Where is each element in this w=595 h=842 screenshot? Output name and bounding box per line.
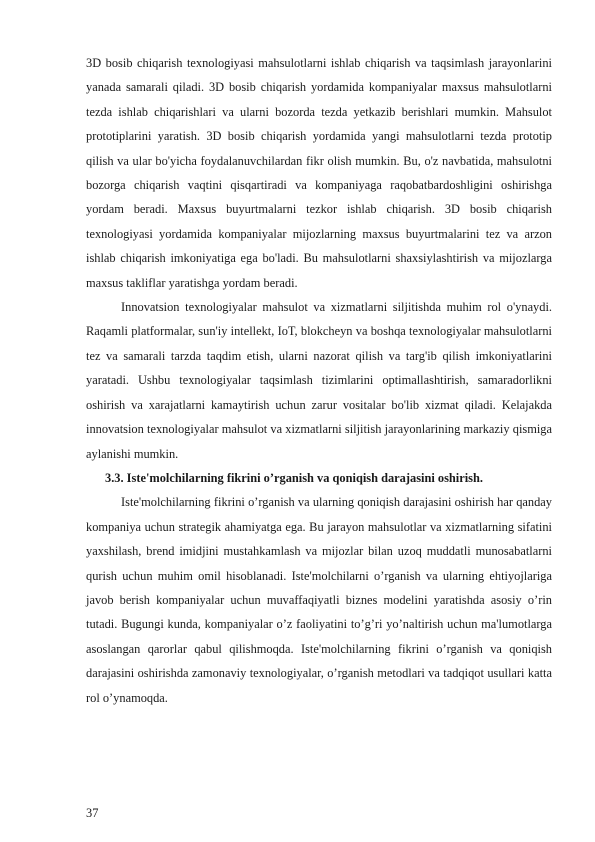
body-paragraph-3d-printing: 3D bosib chiqarish texnologiyasi mahsulotlarni ishlab chiqarish va taqsimlash jarayonlarini yanada samarali qiladi. 3D bosib chiqarish yordamida kompaniyalar maxsus mahsulotlarni tezda ishlab chiqarishlari va ularni bozorda tezda yetkazib berishlari mumkin. Mahsulot prototiplarini yaratish. 3D bosib chiqarish yordamida yangi mahsulotlarni tezda prototip qilish va ular bo'yicha foydalanuvchilardan fikr olish mumkin. Bu, o'z navbatida, mahsulotni bozorga chiqarish vaqtini qisqartiradi va kompaniyaga raqobatbardoshligini oshirishga yordam beradi. Maxsus buyurtmalarni tezkor ishlab chiqarish. 3D bosib chiqarish texnologiyasi yordamida kompaniyalar mijozlarning maxsus buyurtmalarini tez va arzon ishlab chiqarish imkoniyatiga ega bo'ladi. Bu mahsulotlarni shaxsiylashtirish va mijozlarga maxsus takliflar yaratishga yordam beradi. bbox=[86, 56, 552, 290]
body-paragraph-innovative-technologies: Innovatsion texnologiyalar mahsulot va xizmatlarni siljitishda muhim rol o'ynaydi. Raqamli platformalar, sun'iy intellekt, IoT, blokcheyn va boshqa texnologiyalar mahsulotlarni tez va samarali tarzda taqdim etish, ularni nazorat qilish va targ'ib qilish imkoniyatlarini yaratadi. Ushbu texnologiyalar taqsimlash tizimlarini optimallashtirish, samaradorlikni oshirish va xarajatlarni kamaytirish uchun zarur vositalar bo'lib xizmat qiladi. Kelajakda innovatsion texnologiyalar mahsulot va xizmatlarni siljitish jarayonlarining markaziy qismiga aylanishi mumkin. bbox=[86, 300, 552, 461]
page-number: 37 bbox=[86, 806, 99, 820]
section-heading: 3.3. Iste'molchilarning fikrini o’rganish va qoniqish darajasini oshirish. bbox=[105, 470, 483, 485]
page-body bbox=[86, 51, 552, 710]
body-paragraph-consumer-feedback: Iste'molchilarning fikrini o’rganish va ularning qoniqish darajasini oshirish har qanday kompaniya uchun strategik ahamiyatga ega. Bu jarayon mahsulotlar va xizmatlarning sifatini yaxshilash, brend imidjini mustahkamlash va mijozlar bilan uzoq muddatli munosabatlarni qurish uchun muhim omil hisoblanadi. Iste'molchilarni o’rganish va ularning ehtiyojlariga javob berish kompaniyalar uchun muvaffaqiyatli biznes modelini yaratishda asosiy o’rin tutadi. Bugungi kunda, kompaniyalar o’z faoliyatini to’g’ri yo’naltirish uchun ma'lumotlarga asoslangan qarorlar qabul qilishmoqda. Iste'molchilarning fikrini o’rganish va qoniqish darajasini oshirishda zamonaviy texnologiyalar, o’rganish metodlari va tadqiqot usullari katta rol o’ynamoqda. bbox=[86, 495, 552, 705]
